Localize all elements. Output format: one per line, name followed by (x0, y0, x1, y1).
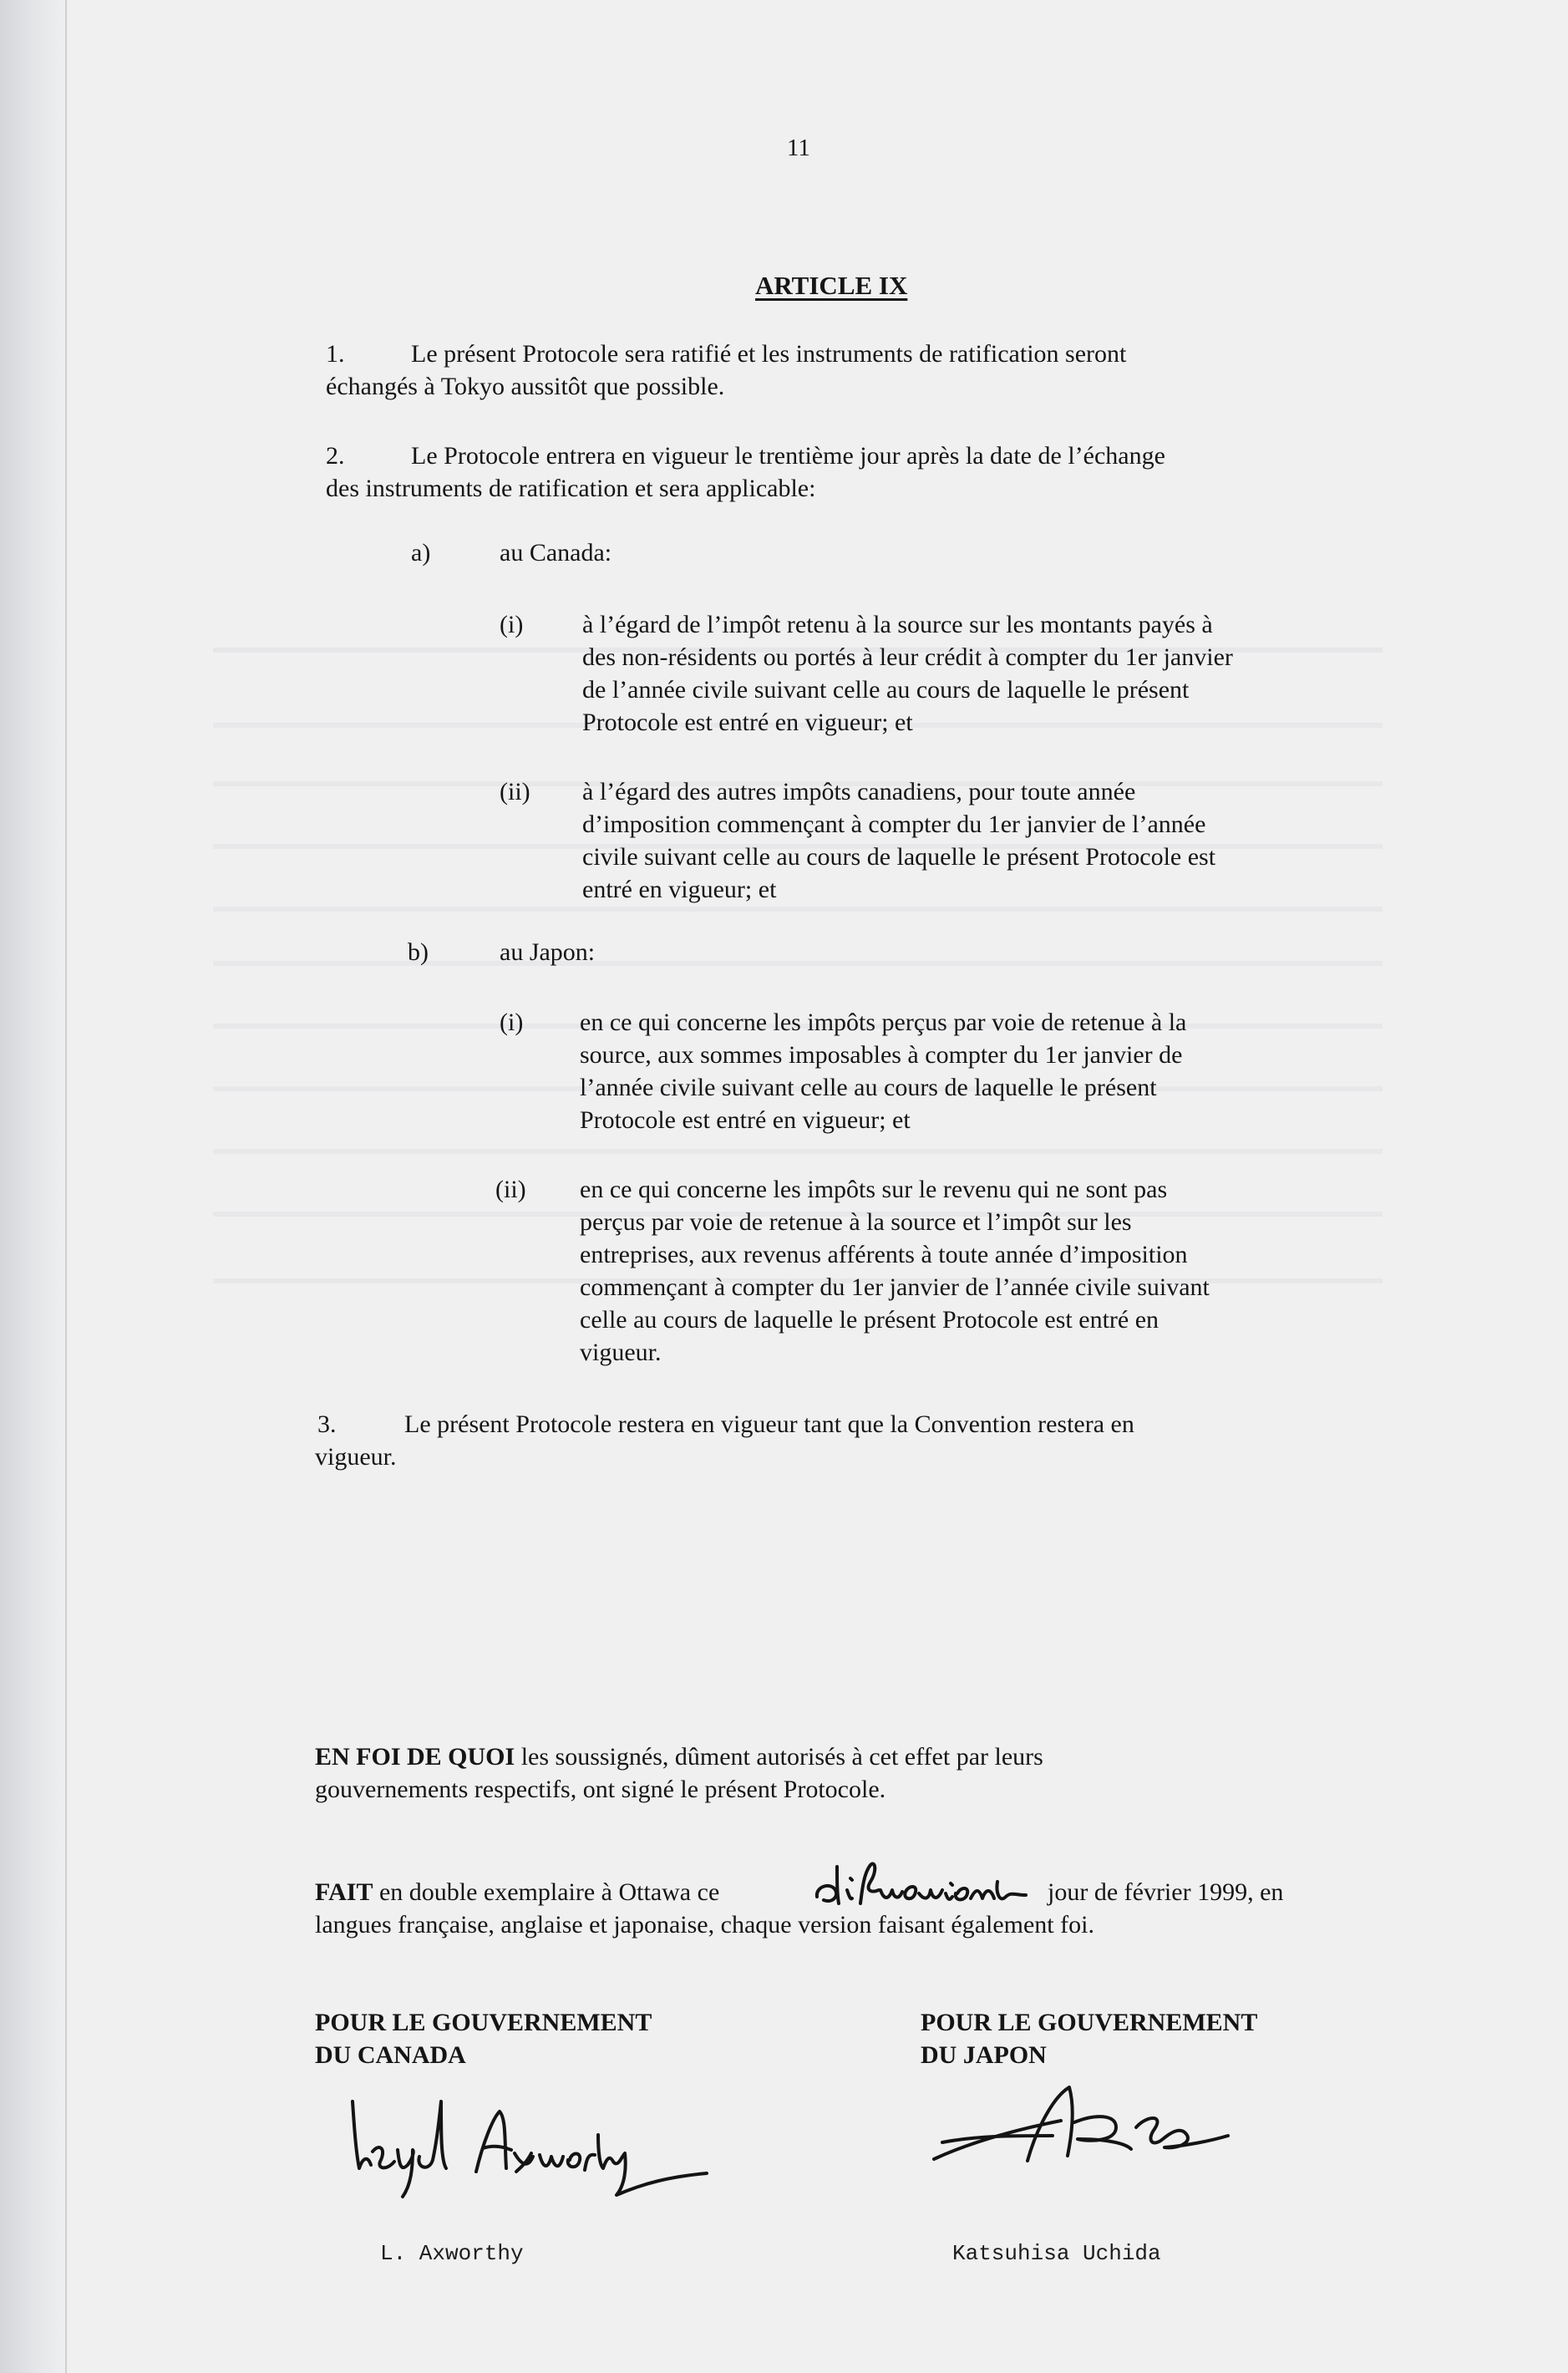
japan-signatory-heading-line-1: POUR LE GOUVERNEMENT (921, 2009, 1258, 2036)
done-line-1-before: en double exemplaire à Ottawa ce (373, 1878, 720, 1906)
japon-item-i-label: (i) (500, 1009, 524, 1036)
canada-item-ii-label: (ii) (500, 778, 530, 805)
canada-item-i-label: (i) (500, 611, 524, 638)
witness-line-1-rest: les soussignés, dûment autorisés à cet effet par leurs (515, 1743, 1043, 1771)
japon-item-ii-line-1: en ce qui concerne les impôts sur le revenu qui ne sont pas (580, 1176, 1168, 1203)
handwritten-day (812, 1857, 1041, 1915)
japon-item-ii-line-3: entreprises, aux revenus afférents à toute année d’imposition (580, 1241, 1188, 1268)
japon-item-ii-line-4: commençant à compter du 1er janvier de l’année civile suivant (580, 1273, 1210, 1301)
japan-signatory-name: Katsuhisa Uchida (952, 2241, 1161, 2266)
canada-signatory-name: L. Axworthy (380, 2241, 524, 2266)
done-bold-lead: FAIT (315, 1878, 373, 1906)
done-line-1-start (315, 1876, 719, 1908)
paragraph-1-number: 1. (326, 340, 345, 368)
canada-label: a) (411, 539, 431, 567)
japon-item-i-line-2: source, aux sommes imposables à compter du 1er janvier de (580, 1041, 1183, 1069)
witness-bold-lead: EN FOI DE QUOI (315, 1743, 515, 1771)
witness-line-2: gouvernements respectifs, ont signé le présent Protocole. (315, 1776, 886, 1803)
paragraph-3-line-1: Le présent Protocole restera en vigueur tant que la Convention restera en (404, 1410, 1134, 1438)
paragraph-1-line-2: échangés à Tokyo aussitôt que possible. (326, 373, 725, 400)
done-line-1-after: jour de février 1999, en (1048, 1878, 1284, 1906)
handwritten-day-drawing (812, 1857, 1041, 1915)
japan-signature (927, 2081, 1236, 2172)
paragraph-2-line-1: Le Protocole entrera en vigueur le trentième jour après la date de l’échange (411, 442, 1165, 470)
japon-title: au Japon: (500, 938, 596, 966)
paragraph-3-number: 3. (317, 1410, 337, 1438)
canada-signatory-heading-line-2: DU CANADA (315, 2041, 466, 2069)
japon-item-i-line-4: Protocole est entré en vigueur; et (580, 1106, 911, 1134)
canada-item-i-line-1: à l’égard de l’impôt retenu à la source sur les montants payés à (582, 611, 1213, 638)
canada-item-i-line-3: de l’année civile suivant celle au cours de laquelle le présent (582, 676, 1190, 704)
canada-item-i-line-4: Protocole est entré en vigueur; et (582, 709, 913, 736)
page-number: 11 (787, 135, 810, 161)
page-edge-shadow (0, 0, 67, 2373)
paragraph-2-number: 2. (326, 442, 345, 470)
paragraph-2-line-2: des instruments de ratification et sera applicable: (326, 475, 816, 502)
canada-item-i-line-2: des non-résidents ou portés à leur crédit à compter du 1er janvier (582, 643, 1233, 671)
japon-item-i-line-1: en ce qui concerne les impôts perçus par voie de retenue à la (580, 1009, 1187, 1036)
paragraph-1-line-1: Le présent Protocole sera ratifié et les instruments de ratification seront (411, 340, 1127, 368)
canada-signature (343, 2085, 718, 2202)
article-title: ARTICLE IX (755, 271, 908, 300)
canada-item-ii-line-2: d’imposition commençant à compter du 1er janvier de l’année (582, 810, 1206, 838)
canada-title: au Canada: (500, 539, 612, 567)
japon-item-ii-line-5: celle au cours de laquelle le présent Protocole est entré en (580, 1306, 1160, 1334)
witness-line-1 (315, 1740, 1043, 1773)
paragraph-3-line-2: vigueur. (315, 1443, 397, 1471)
japon-item-ii-line-6: vigueur. (580, 1339, 662, 1366)
canada-item-ii-line-1: à l’égard des autres impôts canadiens, pour toute année (582, 778, 1136, 805)
japan-signatory-heading-line-2: DU JAPON (921, 2041, 1047, 2069)
japon-label: b) (408, 938, 429, 966)
canada-item-ii-line-3: civile suivant celle au cours de laquelle le présent Protocole est (582, 843, 1216, 871)
canada-item-ii-line-4: entré en vigueur; et (582, 876, 777, 903)
done-line-2: langues française, anglaise et japonaise, chaque version faisant également foi. (315, 1911, 1094, 1939)
japon-item-ii-label: (ii) (495, 1176, 526, 1203)
japon-item-i-line-3: l’année civile suivant celle au cours de laquelle le présent (580, 1074, 1157, 1101)
canada-signatory-heading-line-1: POUR LE GOUVERNEMENT (315, 2009, 652, 2036)
japon-item-ii-line-2: perçus par voie de retenue à la source et l’impôt sur les (580, 1208, 1132, 1236)
